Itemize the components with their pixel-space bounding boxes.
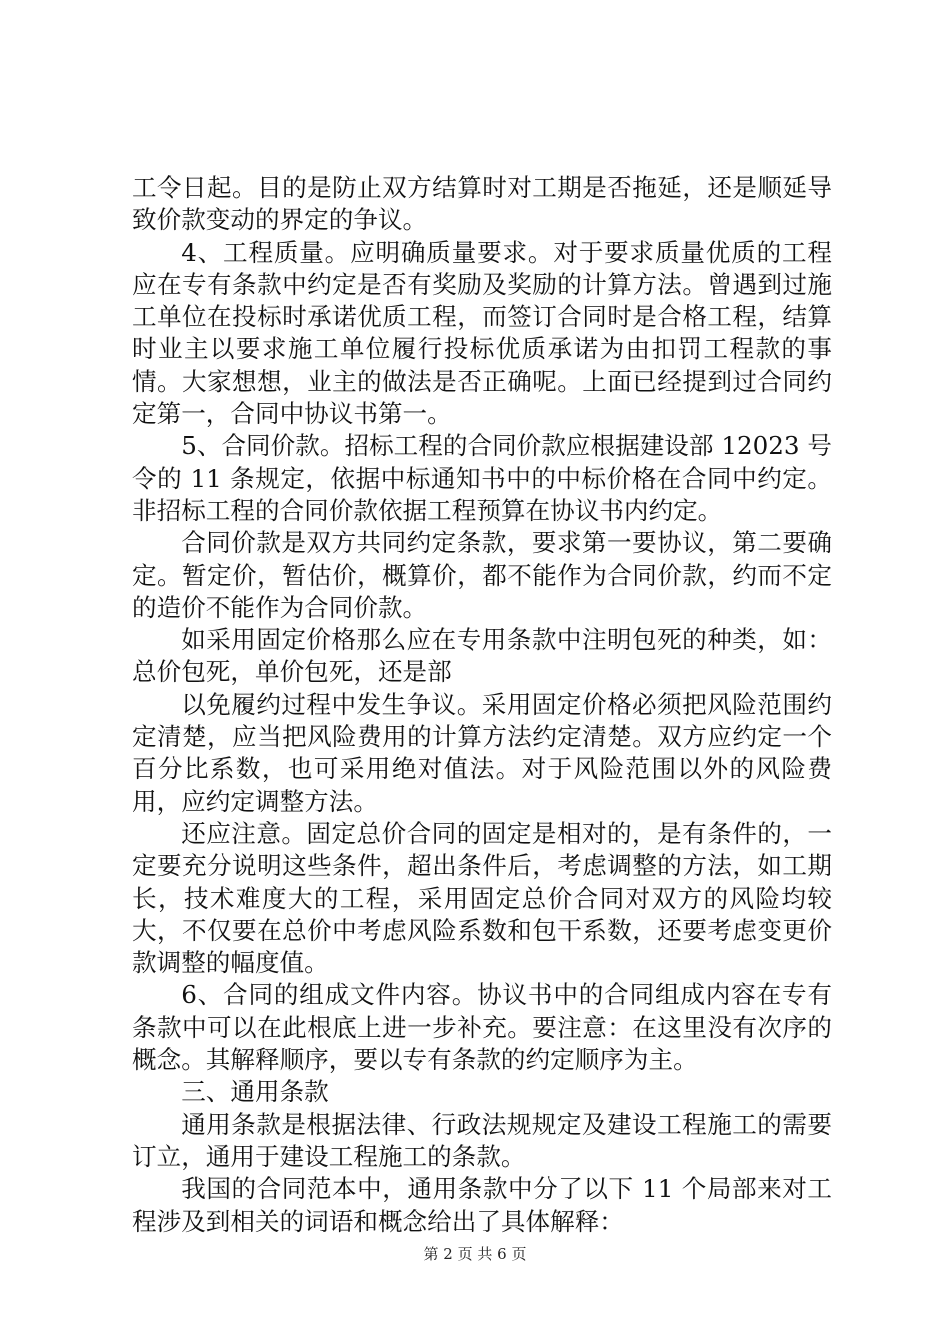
paragraph-10: 我国的合同范本中，通用条款中分了以下 11 个局部来对工程涉及到相关的词语和概念给出了具体解释： — [132, 1174, 832, 1236]
paragraph-9: 通用条款是根据法律、行政法规规定及建设工程施工的需要订立，通用于建设工程施工的条款。 — [132, 1109, 832, 1171]
section-heading: 三、通用条款 — [181, 1077, 329, 1107]
paragraph-6: 还应注意。固定总价合同的固定是相对的，是有条件的，一定要充分说明这些条件，超出条件后，考虑调整的方法，如工期长，技术难度大的工程，采用固定总价合同对双方的风险均较大，不仅要在总价中考虑风险系数和包干系数，还要考虑变更价款调整的幅度值。 — [132, 818, 832, 978]
paragraph-3: 合同价款是双方共同约定条款，要求第一要协议，第二要确定。暂定价，暂估价，概算价，都不能作为合同价款，约而不定的造价不能作为合同价款。 — [132, 528, 832, 622]
document-body — [132, 172, 832, 1238]
page-number-label: 第 2 页 共 6 页 — [423, 1245, 527, 1263]
paragraph-7: 6、合同的组成文件内容。协议书中的合同组成内容在专有条款中可以在此根底上进一步补充。要注意：在这里没有次序的概念。其解释顺序，要以专有条款的约定顺序为主。 — [132, 980, 832, 1075]
paragraph-4: 如采用固定价格那么应在专用条款中注明包死的种类，如：总价包死，单价包死，还是部 — [132, 625, 832, 687]
page-footer — [0, 1243, 950, 1264]
paragraph-5: 以免履约过程中发生争议。采用固定价格必须把风险范围约定清楚，应当把风险费用的计算方法约定清楚。双方应约定一个百分比系数，也可采用绝对值法。对于风险范围以外的风险费用，应约定调整方法。 — [132, 689, 832, 816]
paragraph-0: 工令日起。目的是防止双方结算时对工期是否拖延，还是顺延导致价款变动的界定的争议。 — [132, 173, 832, 235]
paragraph-1: 4、工程质量。应明确质量要求。对于要求质量优质的工程应在专有条款中约定是否有奖励及奖励的计算方法。曾遇到过施工单位在投标时承诺优质工程，而签订合同时是合格工程，结算时业主以要求施工单位履行投标优质承诺为由扣罚工程款的事情。大家想想，业主的做法是否正确呢。上面已经提到过合同约定第一，合同中协议书第一。 — [132, 237, 832, 429]
paragraph-2: 5、合同价款。招标工程的合同价款应根据建设部 12023 号令的 11 条规定，依据中标通知书中的中标价格在合同中约定。非招标工程的合同价款依据工程预算在协议书内约定。 — [132, 431, 832, 525]
